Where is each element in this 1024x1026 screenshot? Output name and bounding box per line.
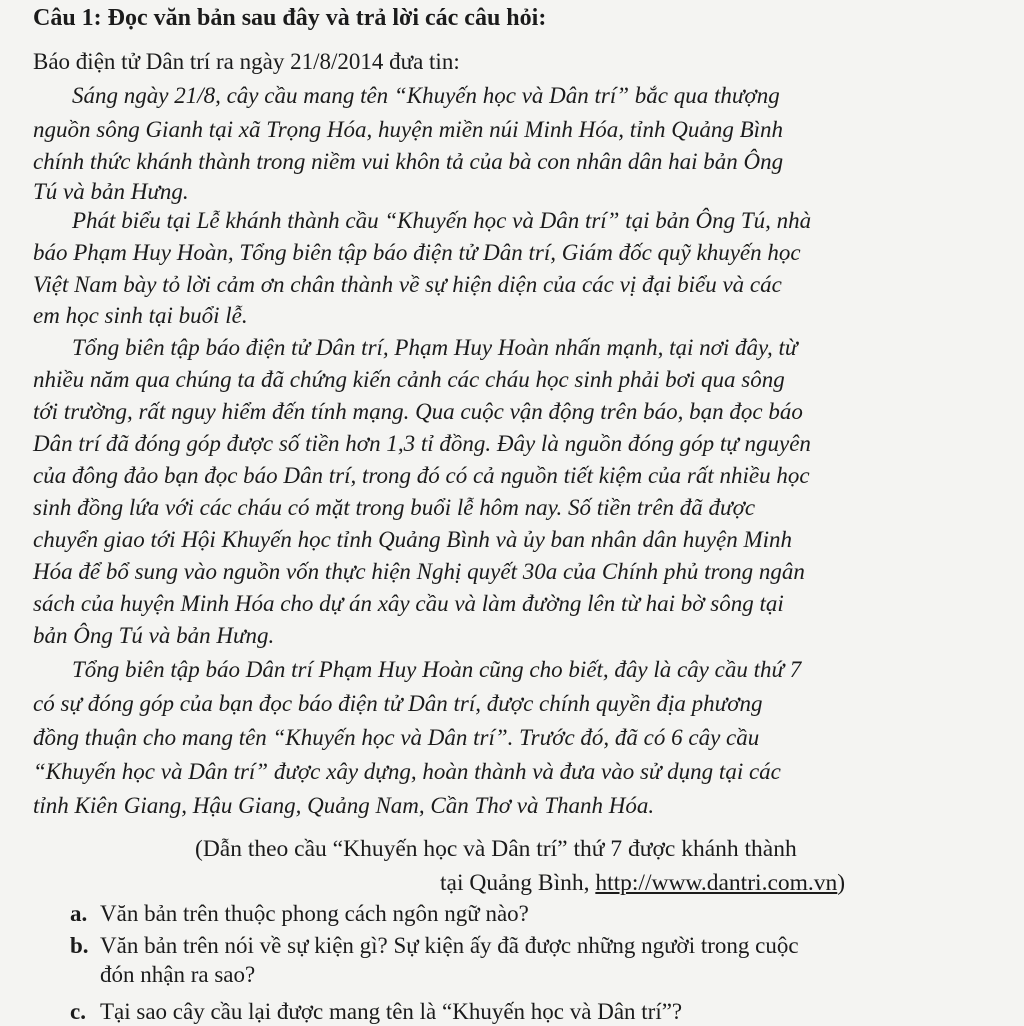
question-text: Tại sao cây cầu lại được mang tên là “Khuyến học và Dân trí”? [100,999,683,1024]
passage-line: Tổng biên tập báo Dân trí Phạm Huy Hoàn cũng cho biết, đây là cây cầu thứ 7 [72,657,802,682]
passage-line: Tú và bản Hưng. [33,179,189,204]
passage-line: sinh đồng lứa với các cháu có mặt trong buổi lễ hôm nay. Số tiền trên đã được [33,495,756,520]
passage-line: tới trường, rất nguy hiểm đến tính mạng. Qua cuộc vận động trên báo, bạn đọc báo [33,399,803,424]
passage-line: chuyển giao tới Hội Khuyến học tỉnh Quảng Bình và ủy ban nhân dân huyện Minh [33,527,792,552]
question-a [70,900,529,928]
citation-line: (Dẫn theo cầu “Khuyến học và Dân trí” thứ 7 được khánh thành [195,836,797,862]
passage-line: bản Ông Tú và bản Hưng. [33,623,275,648]
passage-line: sách của huyện Minh Hóa cho dự án xây cầu và làm đường lên từ hai bờ sông tại [33,591,784,616]
passage-line: nhiều năm qua chúng ta đã chứng kiến cảnh các cháu học sinh phải bơi qua sông [33,367,785,392]
passage-line: của đông đảo bạn đọc báo Dân trí, trong đó có cả nguồn tiết kiệm của rất nhiều học [33,463,810,488]
passage-line: Sáng ngày 21/8, cây cầu mang tên “Khuyến học và Dân trí” bắc qua thượng [72,83,780,108]
question-text: Văn bản trên nói về sự kiện gì? Sự kiện ấy đã được những người trong cuộc [100,933,799,958]
passage-line: Tổng biên tập báo điện tử Dân trí, Phạm Huy Hoàn nhấn mạnh, tại nơi đây, từ [72,335,798,360]
citation-source [440,869,845,897]
passage-line: tỉnh Kiên Giang, Hậu Giang, Quảng Nam, Cần Thơ và Thanh Hóa. [33,793,655,818]
passage-line: có sự đóng góp của bạn đọc báo điện tử Dân trí, được chính quyền địa phương [33,691,763,716]
question-b-continued: đón nhận ra sao? [100,962,256,987]
question-label: b. [70,933,89,958]
question-label: c. [70,999,86,1024]
passage-line: Hóa để bổ sung vào nguồn vốn thực hiện Nghị quyết 30a của Chính phủ trong ngân [33,559,805,584]
passage-line: nguồn sông Gianh tại xã Trọng Hóa, huyện miền núi Minh Hóa, tỉnh Quảng Bình [33,117,784,142]
question-b [70,932,799,960]
passage-line: chính thức khánh thành trong niềm vui khôn tả của bà con nhân dân hai bản Ông [33,149,784,174]
passage-line: “Khuyến học và Dân trí” được xây dựng, hoàn thành và đưa vào sử dụng tại các [33,759,781,784]
question-label: a. [70,901,88,926]
citation-prefix: tại Quảng Bình, [440,870,596,896]
passage-line: đồng thuận cho mang tên “Khuyến học và Dân trí”. Trước đó, đã có 6 cây cầu [33,725,760,750]
intro-line: Báo điện tử Dân trí ra ngày 21/8/2014 đưa tin: [33,49,460,74]
passage-line: Dân trí đã đóng góp được số tiền hơn 1,3 tỉ đồng. Đây là nguồn đóng góp tự nguyên [33,431,811,456]
passage-line: Phát biểu tại Lễ khánh thành cầu “Khuyến học và Dân trí” tại bản Ông Tú, nhà [72,208,812,233]
passage-line: em học sinh tại buổi lễ. [33,303,248,328]
source-link[interactable]: http://www.dantri.com.vn [595,870,838,896]
question-text: Văn bản trên thuộc phong cách ngôn ngữ nào? [100,901,529,926]
citation-suffix: ) [837,870,846,896]
question-title: Câu 1: Đọc văn bản sau đây và trả lời các câu hỏi: [33,5,547,31]
passage-line: báo Phạm Huy Hoàn, Tổng biên tập báo điện tử Dân trí, Giám đốc quỹ khuyến học [33,240,801,265]
passage-line: Việt Nam bày tỏ lời cảm ơn chân thành về sự hiện diện của các vị đại biểu và các [33,272,782,297]
question-c [70,998,682,1026]
